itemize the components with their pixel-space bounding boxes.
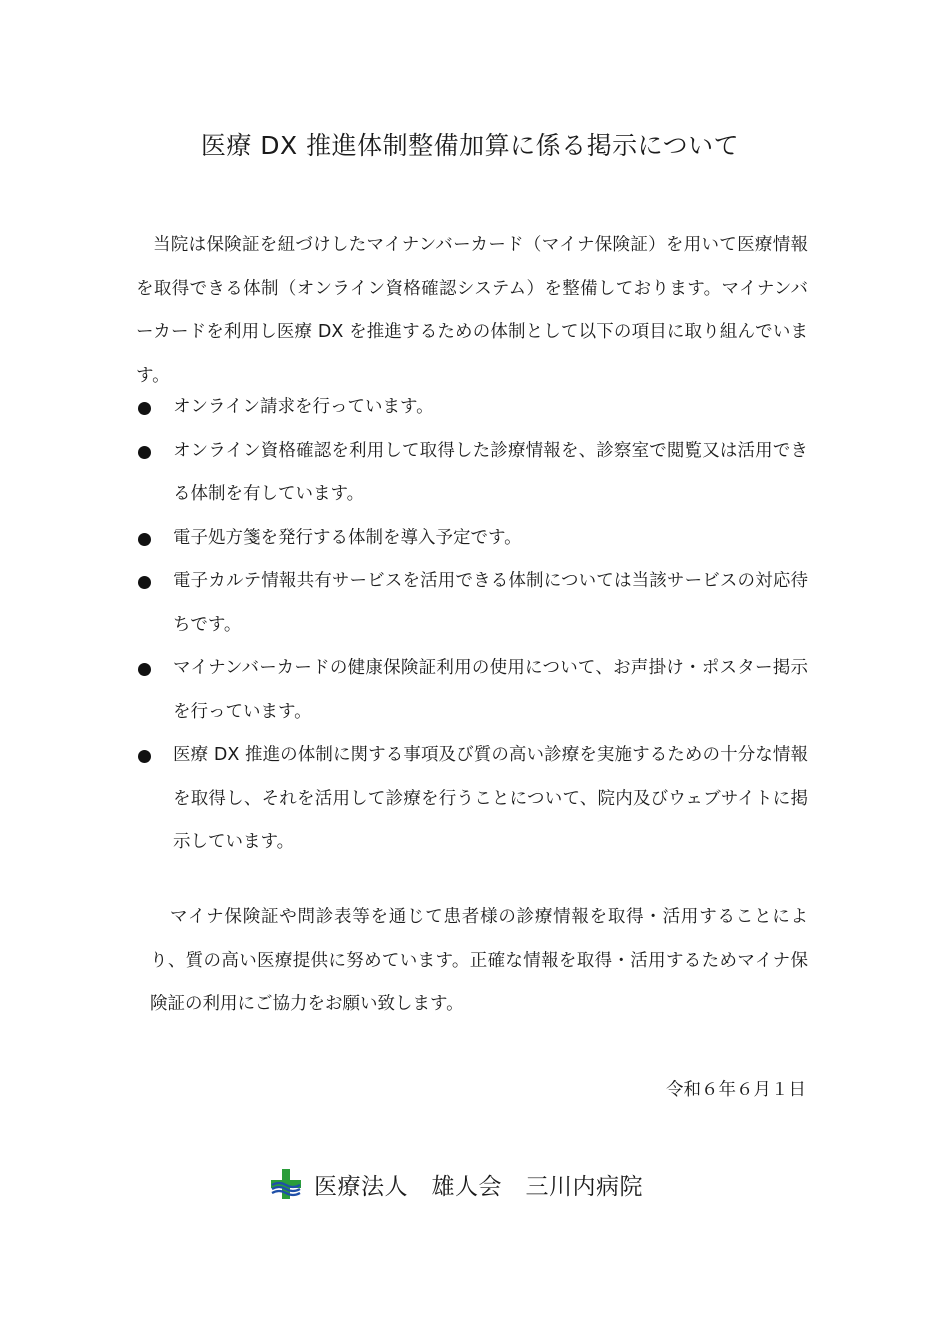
list-item-text: オンライン資格確認を利用して取得した診療情報を、診察室で閲覧又は活用できる体制を有しています。: [173, 440, 808, 504]
list-item-text: オンライン請求を行っています。: [173, 397, 434, 417]
bullet-dot-icon: [138, 750, 151, 763]
page-title: 医療 DX 推進体制整備加算に係る掲示について: [200, 131, 740, 160]
bullet-dot-icon: [138, 576, 151, 589]
list-item: [136, 517, 808, 561]
issue-date: 令和６年６月１日: [666, 1080, 806, 1100]
item-list: [136, 386, 808, 865]
signature: [270, 1164, 643, 1204]
list-item: [136, 430, 808, 517]
organization-name: 医療法人 雄人会 三川内病院: [314, 1173, 643, 1200]
intro-paragraph: 当院は保険証を紐づけしたマイナンバーカード（マイナ保険証）を用いて医療情報を取得できる体制（オンライン資格確認システム）を整備しております。マイナンバーカードを利用し医療 DX を推進するための体制として以下の項目に取り組んでいます。: [136, 235, 808, 386]
bullet-dot-icon: [138, 402, 151, 415]
list-item-text: 電子カルテ情報共有サービスを活用できる体制については当該サービスの対応待ちです。: [173, 571, 808, 635]
bullet-dot-icon: [138, 533, 151, 546]
list-item: [136, 560, 808, 647]
list-item-text: 電子処方箋を発行する体制を導入予定です。: [173, 527, 522, 548]
closing-paragraph: マイナ保険証や問診表等を通じて患者様の診療情報を取得・活用することにより、質の高い医療提供に努めています。正確な情報を取得・活用するためマイナ保険証の利用にご協力をお願い致します。: [150, 907, 808, 1014]
list-item-text: マイナンバーカードの健康保険証利用の使用について、お声掛け・ポスター掲示を行っています。: [173, 658, 808, 722]
list-item-text: 医療 DX 推進の体制に関する事項及び質の高い診療を実施するための十分な情報を取得し、それを活用して診療を行うことについて、院内及びウェブサイトに掲示しています。: [173, 745, 808, 852]
list-item: [136, 386, 808, 430]
green-cross-logo-icon: [270, 1168, 302, 1200]
list-item: [136, 734, 808, 865]
list-item: [136, 647, 808, 734]
bullet-dot-icon: [138, 663, 151, 676]
bullet-dot-icon: [138, 446, 151, 459]
